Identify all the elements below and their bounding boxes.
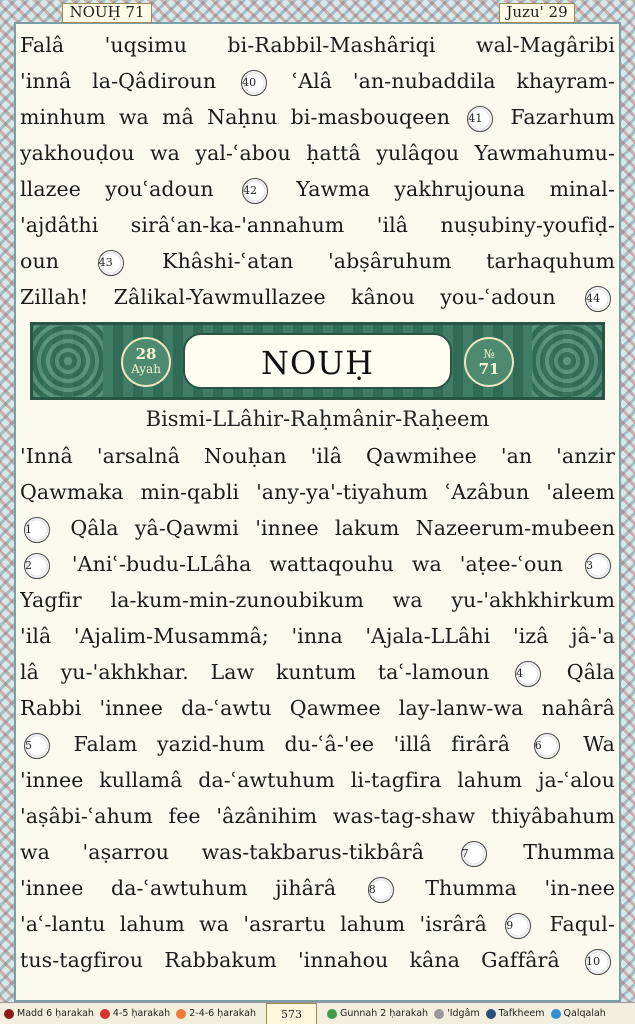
legend-label: 'Idgâm bbox=[447, 1008, 480, 1019]
text-line: minhum wa mâ Naḥnu bi-masbouqeen 41 Fazarhum bbox=[20, 99, 615, 135]
verse-number-marker: 44 bbox=[585, 286, 611, 312]
verse-number-marker: 3 bbox=[585, 553, 611, 579]
ornament-right bbox=[532, 325, 602, 397]
legend-item bbox=[327, 1008, 428, 1019]
text-block-top bbox=[20, 27, 615, 315]
idgam-dot-icon bbox=[434, 1009, 444, 1019]
text-line: oun 43 Khâshi-ʿatan 'abṣâruhum tarhaquhum bbox=[20, 243, 615, 279]
ayah-count: 28 bbox=[135, 345, 157, 363]
legend-item bbox=[486, 1008, 545, 1019]
text-line: lâ yu-'akhkhar. Law kuntum taʿ-lamoun 4 Qâla bbox=[20, 654, 615, 690]
verse-number-marker: 42 bbox=[242, 178, 268, 204]
madd-2-4-6-dot-icon bbox=[176, 1009, 186, 1019]
text-line: Qawmaka min-qabli 'any-ya'-tiyahum ʿAzâbun 'aleem bbox=[20, 480, 615, 504]
tafkheem-dot-icon bbox=[486, 1009, 496, 1019]
ayah-count-medallion bbox=[121, 337, 171, 387]
tajweed-legend bbox=[0, 1002, 635, 1024]
ornament-left bbox=[33, 325, 103, 397]
legend-label: Tafkheem bbox=[498, 1008, 545, 1019]
verse-number-marker: 10 bbox=[585, 949, 611, 975]
ayah-word: Ayah bbox=[131, 362, 161, 376]
verse-number-marker: 7 bbox=[461, 841, 487, 867]
verse-number-marker: 4 bbox=[515, 661, 541, 687]
text-line: Yagfir la-kum-min-zunoubikum wa yu-'akhkhirkum bbox=[20, 588, 615, 612]
legend-label: Madd 6 ḥarakah bbox=[17, 1008, 94, 1019]
text-line: 'innee da-ʿawtuhum jihârâ 8 Thumma 'in-nee bbox=[20, 870, 615, 906]
verse-number-marker: 8 bbox=[368, 877, 394, 903]
madd-6-dot-icon bbox=[4, 1009, 14, 1019]
verse-number-marker: 6 bbox=[534, 733, 560, 759]
text-line: 'ajdâthi sirâʿan-ka-'annahum 'ilâ nuṣubiny-youfiḍ- bbox=[20, 213, 615, 237]
legend-item bbox=[100, 1008, 170, 1019]
surah-number: 71 bbox=[478, 360, 500, 378]
text-line: 'innâ la-Qâdiroun 40 ʿAlâ 'an-nubaddila khayram- bbox=[20, 63, 615, 99]
gunnah-dot-icon bbox=[327, 1009, 337, 1019]
text-line: tus-tagfirou Rabbakum 'innahou kâna Gaffârâ 10 bbox=[20, 942, 615, 978]
verse-number-marker: 5 bbox=[24, 733, 50, 759]
legend-label: Qalqalah bbox=[563, 1008, 606, 1019]
surah-number-label: № bbox=[483, 347, 495, 361]
text-line: 'aʿ-lantu lahum wa 'asrartu lahum 'isrârâ 9 Faqul- bbox=[20, 906, 615, 942]
text-line: 5 Falam yazid-hum du-ʿâ-'ee 'illâ firârâ 6 Wa bbox=[20, 726, 615, 762]
text-line: 'Innâ 'arsalnâ Nouḥan 'ilâ Qawmihee 'an 'anzir bbox=[20, 444, 615, 468]
legend-item bbox=[434, 1008, 480, 1019]
legend-item bbox=[551, 1008, 606, 1019]
verse-number-marker: 40 bbox=[241, 70, 267, 96]
surah-title: NOUḤ bbox=[183, 333, 452, 389]
verse-number-marker: 43 bbox=[98, 250, 124, 276]
surah-number-medallion bbox=[464, 337, 514, 387]
verse-number-marker: 41 bbox=[467, 106, 493, 132]
madd-4-5-dot-icon bbox=[100, 1009, 110, 1019]
text-line: wa 'aṣarrou was-takbarus-tikbârâ 7 Thumma bbox=[20, 834, 615, 870]
surah-banner bbox=[30, 322, 605, 400]
verse-number-marker: 9 bbox=[505, 913, 531, 939]
text-line: 'innee kullamâ da-ʿawtuhum li-tagfira lahum ja-ʿalou bbox=[20, 768, 615, 792]
header-juz-label: Juzu' 29 bbox=[499, 3, 575, 23]
text-line: Rabbi 'innee da-ʿawtu Qawmee lay-lanw-wa nahârâ bbox=[20, 696, 615, 720]
basmala: Bismi-LLâhir-Raḥmânir-Raḥeem bbox=[145, 407, 490, 431]
page-number: 573 bbox=[266, 1003, 317, 1024]
text-line: 'aṣâbi-ʿahum fee 'âzânihim was-tag-shaw thiyâbahum bbox=[20, 804, 615, 828]
legend-item bbox=[176, 1008, 256, 1019]
legend-label: Gunnah 2 ḥarakah bbox=[339, 1008, 429, 1019]
verse-number-marker: 2 bbox=[24, 553, 50, 579]
text-line: Zillah! Zâlikal-Yawmullazee kânou you-ʿadoun 44 bbox=[20, 279, 615, 315]
qalqalah-dot-icon bbox=[551, 1009, 561, 1019]
text-line: llazee youʿadoun 42 Yawma yakhrujouna minal- bbox=[20, 171, 615, 207]
text-line: Falâ 'uqsimu bi-Rabbil-Mashâriqi wal-Magâribi bbox=[20, 33, 615, 57]
legend-label: 2-4-6 ḥarakah bbox=[189, 1008, 256, 1019]
text-line: yakhouḍou wa yal-ʿabou ḥattâ yulâqou Yawmahumu- bbox=[20, 141, 615, 165]
text-line: 2 'Aniʿ-budu-LLâha wattaqouhu wa 'aṭee-ʿoun 3 bbox=[20, 546, 615, 582]
legend-item bbox=[4, 1008, 94, 1019]
text-line: 1 Qâla yâ-Qawmi 'innee lakum Nazeerum-mubeen bbox=[20, 510, 615, 546]
text-line: 'ilâ 'Ajalim-Musammâ; 'inna 'Ajala-LLâhi 'izâ jâ-'a bbox=[20, 624, 615, 648]
verse-number-marker: 1 bbox=[24, 517, 50, 543]
header-surah-label: NOUḤ 71 bbox=[62, 3, 152, 23]
text-block-bottom bbox=[20, 438, 615, 978]
legend-label: 4-5 ḥarakah bbox=[112, 1008, 171, 1019]
